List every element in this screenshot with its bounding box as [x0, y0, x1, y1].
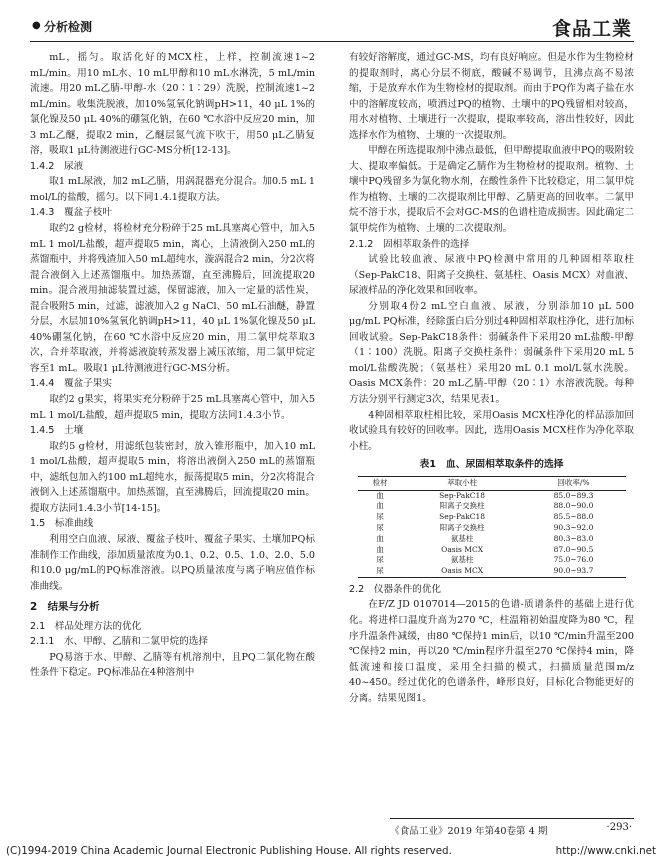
subsection-heading: 1.4.5 土壤	[30, 425, 84, 437]
table-cell: Sep-PakC18	[439, 490, 486, 500]
paragraph: 试验比较血液、尿液中PQ检测中常用的几种固相萃取柱（Sep-PakC18、阳离子交换柱、氨基柱、Oasis MCX）对血液、尿液样品的净化效果和回收率。	[349, 254, 634, 297]
table-cell: Oasis MCX	[441, 544, 484, 554]
subsection-heading: 1.4.2 尿液	[30, 160, 84, 172]
table-header-cell: 检材	[358, 476, 403, 490]
page-number: ·293·	[606, 822, 632, 833]
right-column	[349, 50, 634, 706]
left-column	[30, 50, 315, 681]
paragraph: 取约2 g检材，将检材充分粉碎于25 mL具塞离心管中，加入5 mL 1 mol/L盐酸，超声提取5 min，离心，上清液倒入250 mL的蒸馏瓶中，并将残渣加入50 mL超纯水，漩涡混合2 min，分2次将混合液倒入上述蒸馏瓶中。加热蒸馏，直至沸腾后，回流提取20 min。混合液用抽滤装置过滤，保留滤液，加入一定量的活性炭，混合吸附5 min，过滤，滤液加入2 g NaCl、50 mL石油醚，静置分层，水层加10%氢氧化钠调pH>11，40 μL 1%氯化镍及50 μL 40%硼氢化钠，在60 ℃水浴中反应20 min，用二氯甲烷萃取3次，合并萃取液，并将滤液旋转蒸发器上减压浓缩，用二氯甲烷定容至1 mL。吸取1 μL待测液进行GC-MS分析。	[30, 223, 315, 374]
copyright-text: (C)1994-2019 China Academic Journal Electronic Publishing House. All rights reserved.	[6, 845, 452, 857]
table-cell: 血	[376, 533, 384, 543]
table-cell: 血	[376, 544, 384, 554]
table-cell: 75.0~76.0	[553, 555, 594, 565]
table-row	[358, 523, 626, 534]
running-header	[30, 14, 634, 40]
table-cell: 尿	[358, 566, 403, 577]
subsection-heading: 1.5 标准曲线	[30, 518, 94, 530]
table-cell: Sep-PakC18	[439, 512, 486, 522]
copyright-bar	[0, 843, 662, 864]
paragraph: mL，摇匀。取活化好的MCX柱，上样，控制流速1~2 mL/min。用10 mL水、10 mL甲醇和10 mL水淋洗，5 mL/min流速。用20 mL乙腈-甲醇-水（20∶1∶29）洗脱，控制流速1~2 mL/min。收集洗脱液，加10%氢氧化钠调pH>11，40 μL 1%的氯化镍及50 μL 40%的硼氢化钠，在60 ℃水浴中反应20 min，加3 mL乙醚，提取2 min，乙醚层氮气流下吹干，用50 μL乙腈复溶，吸取1 μL待测液进行GC-MS分析[12-13]。	[30, 52, 315, 157]
table-cell: 血	[376, 490, 384, 500]
right-column-top	[349, 50, 634, 454]
header-rule	[30, 41, 634, 42]
table-row	[358, 534, 626, 545]
paragraph: 有较好溶解度，通过GC-MS，均有良好响应。但是水作为生物检材的提取剂时，离心分层不彻底，酸碱不易调节，且沸点高不易浓缩，于是放弃水作为生物检材的提取剂。而由于PQ作为离子盐在水中的溶解度较高，喷洒过PQ的植物、土壤中的PQ残留相对较高，用水对植物、土壤进行一次提取，提取率较高，溶出性较好，因此选择水作为植物、土壤的一次提取剂。	[349, 52, 634, 141]
table-cell: 80.3~83.0	[553, 533, 594, 543]
paragraph: PQ易溶于水、甲醇、乙腈等有机溶剂中，且PQ二氯化物在酸性条件下稳定。PQ标准品在4种溶剂中	[30, 651, 315, 679]
subsection-heading: 1.4.4 覆盆子果实	[30, 378, 112, 390]
subsection-heading: 2.2 仪器条件的优化	[349, 583, 442, 595]
table-cell: 阳离子交换柱	[439, 522, 485, 532]
section-heading: 2 结果与分析	[30, 601, 100, 614]
paragraph: 利用空白血液、尿液、覆盆子枝叶、覆盆子果实、土壤加PQ标准制作工作曲线，添加质量浓度为0.1、0.2、0.5、1.0、2.0、5.0和10.0 μg/mL的PQ标准溶液。以PQ质量浓度与离子响应值作标准曲线。	[30, 533, 315, 592]
table-row	[358, 501, 626, 512]
paragraph: 取1 mL尿液，加2 mL乙腈，用涡混器充分混合。加0.5 mL 1 mol/L的盐酸，摇匀。以下同1.4.1提取方法。	[30, 176, 315, 203]
table-header-cell: 萃取小柱	[403, 476, 522, 490]
table-1	[358, 476, 626, 578]
table-row	[358, 555, 626, 566]
paragraph: 取约2 g果实，将果实充分粉碎于25 mL具塞离心管中，加入5 mL 1 mol/L盐酸，超声提取5 min，提取方法同1.4.3小节。	[30, 394, 315, 421]
cnki-link[interactable]: http://www.cnki.net	[555, 845, 656, 857]
subsection-heading: 2.1.2 固相萃取条件的选择	[349, 238, 470, 250]
table-cell: 尿	[376, 555, 384, 565]
table-cell: 尿	[376, 512, 384, 522]
subsection-heading: 1.4.3 覆盆子枝叶	[30, 207, 112, 219]
table-cell: 87.0~90.5	[553, 544, 594, 554]
table-row	[358, 545, 626, 556]
right-column-bottom	[349, 582, 634, 706]
table-row	[358, 566, 626, 577]
table-cell: 血	[376, 501, 384, 511]
section-title: 分析检测	[44, 20, 93, 34]
table-cell: Oasis MCX	[403, 566, 522, 577]
paragraph: 甲醇在所选提取剂中沸点最低，但甲醇提取血液中PQ的吸附较大、提取率偏低。于是确定乙腈作为生物检材的提取剂。植物、土壤中PQ残留多为氯化物水剂，在酸性条件下比较稳定，用二氯甲烷作为植物、土壤的二次提取剂比甲醇、乙腈更高的回收率。二氯甲烷不溶于水，提取后不会对GC-MS的色谱柱造成损害。因此确定二氯甲烷作为植物、土壤的二次提取剂。	[349, 145, 634, 235]
table-row	[358, 512, 626, 523]
journal-logo: 食品工業	[551, 18, 632, 40]
table-cell: 阳离子交换柱	[439, 501, 485, 511]
table-header-row	[358, 476, 626, 490]
table-cell: 氨基柱	[450, 533, 474, 543]
table-row	[358, 490, 626, 501]
table-caption: 表1 血、尿固相萃取条件的选择	[419, 459, 564, 471]
footer-rule	[390, 818, 634, 819]
footer-journal: 《食品工业》2019 年第40卷第 4 期	[390, 826, 548, 837]
table-cell: 88.0~90.0	[553, 501, 594, 511]
bullet-icon: ●	[32, 20, 41, 31]
table-cell: 90.3~92.0	[553, 522, 594, 532]
table-cell: 85.0~89.3	[553, 490, 594, 500]
paragraph: 在F/Z JD 0107014—2015的色谱-质谱条件的基础上进行优化。将进样口温度升高为270 ℃，柱温箱初始温度降为80 ℃，程序升温条件减缓，由80 ℃保持1 min后，以10 ℃/min升温至200 ℃保持2 min，再以20 ℃/min程序升温至270 ℃保持4 min，降低流速和接口温度，采用全扫描的模式，扫描质量范围m/z 40~450。经过优化的色谱条件，峰形良好，目标化合物能更好的分离。结果见图1。	[349, 599, 634, 704]
paragraph: 分别取4份2 mL空白血液、尿液，分别添加10 μL 500 μg/mL PQ标准，经除蛋白后分别过4种固相萃取柱净化，进行加标回收试验。Sep-PakC18条件：弱碱条件下采用20 mL盐酸-甲醇（1∶100）洗脱。阳离子交换柱条件：弱碱条件下采用20 mL 5 mol/L盐酸洗脱；（氨基柱）采用20 mL 0.1 mol/L氨水洗脱。Oasis MCX条件：20 mL乙腈-甲醇（20∶1）水溶液洗脱。每种方法分别平行测定3次，结果见表1。	[349, 300, 634, 406]
table-cell: 85.5~88.0	[553, 512, 594, 522]
paragraph: 4种固相萃取柱相比较，采用Oasis MCX柱净化的样品添加回收试验具有较好的回收率。因此，选用Oasis MCX柱作为净化萃取小柱。	[349, 409, 634, 452]
paragraph: 取约5 g检材，用滤纸包装密封，放入锥形瓶中，加入10 mL 1 mol/L盐酸，超声提取5 min，将溶出液倒入250 mL的蒸馏瓶中，滤纸包加入约100 mL超纯水，振荡提取5 min，分2次将混合液倒入上述蒸馏瓶中。加热蒸馏，直至沸腾后，回流提取20 min。提取方法同1.4.3小节[14-15]。	[30, 440, 315, 514]
table-cell: 尿	[376, 522, 384, 532]
table-cell: 氨基柱	[450, 555, 474, 565]
subsection-heading: 2.1.1 水、甲醇、乙腈和二氯甲烷的选择	[30, 636, 208, 648]
subsection-heading: 2.1 样品处理方法的优化	[30, 620, 142, 632]
table-header-cell: 回收率/%	[522, 476, 626, 490]
table-cell: 90.0~93.7	[522, 566, 626, 577]
